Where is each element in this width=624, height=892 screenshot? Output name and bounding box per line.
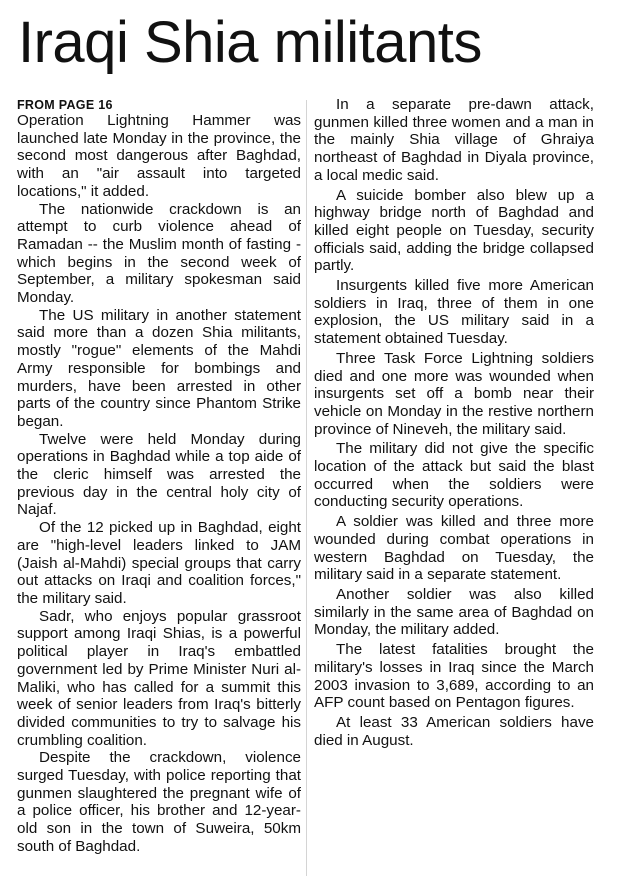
paragraph: The military did not give the specific location of the attack but said the blast occurred when the soldiers were conducting security operations. xyxy=(314,440,594,511)
paragraph: At least 33 American soldiers have died in August. xyxy=(314,713,594,749)
paragraph: Of the 12 picked up in Baghdad, eight are "high-level leaders linked to JAM (Jaish al-Mahdi) special groups that carry out attacks on Iraqi and coalition forces," the military said. xyxy=(17,519,301,607)
paragraph: Sadr, who enjoys popular grassroot support among Iraqi Shias, is a powerful political player in Iraq's embattled government led by Prime Minister Nuri al-Maliki, who has called for a summit this week of senior leaders from Iraq's bitterly divided communities to try to salvage his crumbling coalition. xyxy=(17,607,301,749)
column-divider xyxy=(306,100,307,876)
left-column xyxy=(17,96,301,856)
headline: Iraqi Shia militants xyxy=(18,10,482,75)
right-column xyxy=(314,96,594,751)
paragraph: Operation Lightning Hammer was launched late Monday in the province, the second most dangerous after Baghdad, with an "air assault into targeted locations," it added. xyxy=(17,112,301,200)
paragraph: Insurgents killed five more American soldiers in Iraq, three of them in one explosion, the US military said in a statement obtained Tuesday. xyxy=(314,277,594,348)
paragraph: The latest fatalities brought the military's losses in Iraq since the March 2003 invasion to 3,689, according to an AFP count based on Pentagon figures. xyxy=(314,641,594,712)
paragraph: A soldier was killed and three more wounded during combat operations in western Baghdad on Tuesday, the military said in a separate statement. xyxy=(314,513,594,584)
paragraph: The nationwide crackdown is an attempt to curb violence ahead of Ramadan -- the Muslim month of fasting - which begins in the second week of September, a military spokesman said Monday. xyxy=(17,200,301,307)
paragraph: Three Task Force Lightning soldiers died and one more was wounded when insurgents set off a bomb near their vehicle on Monday in the restive northern province of Nineveh, the military said. xyxy=(314,349,594,438)
paragraph: Twelve were held Monday during operations in Baghdad while a top aide of the cleric himself was arrested the previous day in the central holy city of Najaf. xyxy=(17,430,301,519)
paragraph: Another soldier was also killed similarly in the same area of Baghdad on Monday, the military added. xyxy=(314,585,594,639)
paragraph: The US military in another statement said more than a dozen Shia militants, mostly "rogue" elements of the Mahdi Army responsible for bombings and murders, have been arrested in other parts of the country since Phantom Strike began. xyxy=(17,306,301,430)
paragraph: In a separate pre-dawn attack, gunmen killed three women and a man in the mainly Shia village of Ghraiya northeast of Baghdad in Diyala province, a local medic said. xyxy=(314,96,594,184)
continuation-kicker: FROM PAGE 16 xyxy=(17,98,113,112)
paragraph: Despite the crackdown, violence surged Tuesday, with police reporting that gunmen slaughtered the pregnant wife of a police officer, his brother and 12-year-old son in the town of Suweira, 50km south of Baghdad. xyxy=(17,749,301,855)
paragraph: A suicide bomber also blew up a highway bridge north of Baghdad and killed eight people on Tuesday, security officials said, adding the bridge collapsed partly. xyxy=(314,186,594,275)
